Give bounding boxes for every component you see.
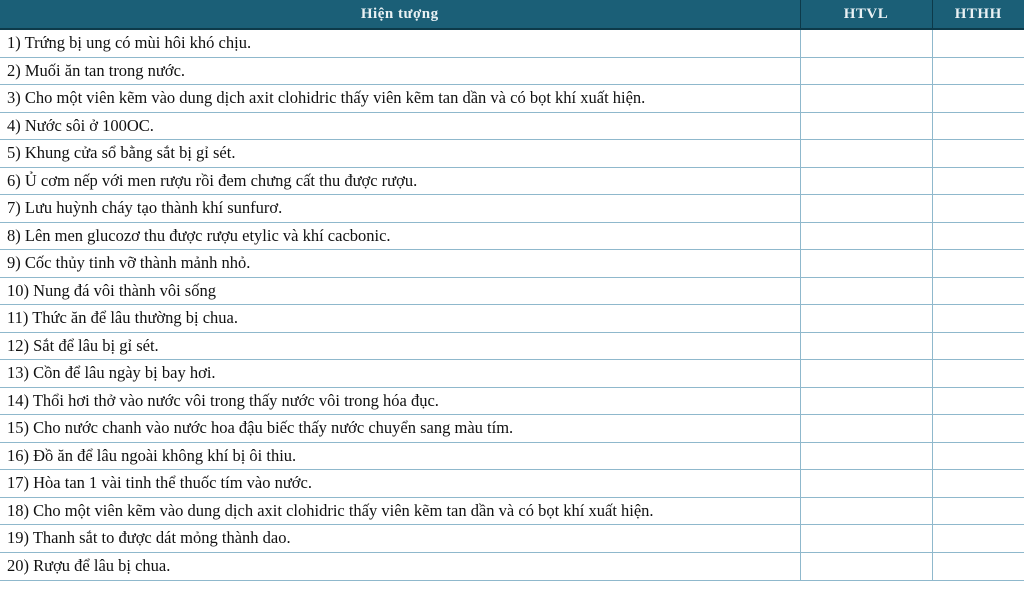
hthh-cell[interactable] (932, 552, 1024, 580)
phenomenon-cell: 7) Lưu huỳnh cháy tạo thành khí sunfurơ. (0, 195, 800, 223)
table-row (0, 442, 1024, 470)
table-row (0, 250, 1024, 278)
htvl-cell[interactable] (800, 470, 932, 498)
phenomenon-cell: 14) Thổi hơi thở vào nước vôi trong thấy nước vôi trong hóa đục. (0, 387, 800, 415)
hthh-cell[interactable] (932, 112, 1024, 140)
htvl-cell[interactable] (800, 497, 932, 525)
htvl-cell[interactable] (800, 112, 932, 140)
table-row (0, 387, 1024, 415)
hthh-cell[interactable] (932, 195, 1024, 223)
phenomenon-cell: 13) Cồn để lâu ngày bị bay hơi. (0, 360, 800, 388)
header-row (0, 0, 1024, 29)
phenomenon-cell: 12) Sắt để lâu bị gỉ sét. (0, 332, 800, 360)
hthh-cell[interactable] (932, 387, 1024, 415)
htvl-cell[interactable] (800, 332, 932, 360)
hthh-cell[interactable] (932, 332, 1024, 360)
htvl-cell[interactable] (800, 29, 932, 57)
table-row (0, 552, 1024, 580)
phenomenon-cell: 9) Cốc thủy tinh vỡ thành mảnh nhỏ. (0, 250, 800, 278)
table-row (0, 305, 1024, 333)
table-row (0, 415, 1024, 443)
phenomenon-cell: 4) Nước sôi ở 100OC. (0, 112, 800, 140)
htvl-cell[interactable] (800, 277, 932, 305)
table-row (0, 525, 1024, 553)
table-row (0, 140, 1024, 168)
table-row (0, 195, 1024, 223)
table-body (0, 29, 1024, 580)
header-htvl: HTVL (800, 0, 932, 29)
htvl-cell[interactable] (800, 57, 932, 85)
table-row (0, 277, 1024, 305)
hthh-cell[interactable] (932, 442, 1024, 470)
phenomenon-cell: 15) Cho nước chanh vào nước hoa đậu biếc thấy nước chuyển sang màu tím. (0, 415, 800, 443)
phenomenon-cell: 2) Muối ăn tan trong nước. (0, 57, 800, 85)
htvl-cell[interactable] (800, 525, 932, 553)
htvl-cell[interactable] (800, 85, 932, 113)
table-row (0, 29, 1024, 57)
hthh-cell[interactable] (932, 167, 1024, 195)
htvl-cell[interactable] (800, 442, 932, 470)
hthh-cell[interactable] (932, 525, 1024, 553)
phenomenon-cell: 19) Thanh sắt to được dát mỏng thành dao. (0, 525, 800, 553)
htvl-cell[interactable] (800, 360, 932, 388)
hthh-cell[interactable] (932, 277, 1024, 305)
phenomenon-cell: 11) Thức ăn để lâu thường bị chua. (0, 305, 800, 333)
hthh-cell[interactable] (932, 415, 1024, 443)
table-row (0, 470, 1024, 498)
table-row (0, 497, 1024, 525)
hthh-cell[interactable] (932, 470, 1024, 498)
phenomenon-cell: 18) Cho một viên kẽm vào dung dịch axit clohidric thấy viên kẽm tan dần và có bọt khí xuất hiện. (0, 497, 800, 525)
header-hthh: HTHH (932, 0, 1024, 29)
htvl-cell[interactable] (800, 195, 932, 223)
table-row (0, 167, 1024, 195)
phenomenon-cell: 1) Trứng bị ung có mùi hôi khó chịu. (0, 29, 800, 57)
table-row (0, 332, 1024, 360)
table-row (0, 112, 1024, 140)
hthh-cell[interactable] (932, 140, 1024, 168)
htvl-cell[interactable] (800, 305, 932, 333)
table-row (0, 222, 1024, 250)
hthh-cell[interactable] (932, 57, 1024, 85)
htvl-cell[interactable] (800, 387, 932, 415)
htvl-cell[interactable] (800, 552, 932, 580)
hthh-cell[interactable] (932, 222, 1024, 250)
phenomenon-cell: 6) Ủ cơm nếp với men rượu rồi đem chưng cất thu được rượu. (0, 167, 800, 195)
phenomenon-cell: 16) Đồ ăn để lâu ngoài không khí bị ôi thiu. (0, 442, 800, 470)
phenomenon-cell: 20) Rượu để lâu bị chua. (0, 552, 800, 580)
hthh-cell[interactable] (932, 85, 1024, 113)
phenomenon-cell: 3) Cho một viên kẽm vào dung dịch axit clohidric thấy viên kẽm tan dần và có bọt khí xuất hiện. (0, 85, 800, 113)
hthh-cell[interactable] (932, 360, 1024, 388)
hthh-cell[interactable] (932, 250, 1024, 278)
htvl-cell[interactable] (800, 140, 932, 168)
hthh-cell[interactable] (932, 29, 1024, 57)
table-row (0, 85, 1024, 113)
phenomenon-cell: 5) Khung cửa sổ bằng sắt bị gỉ sét. (0, 140, 800, 168)
phenomenon-cell: 17) Hòa tan 1 vài tinh thể thuốc tím vào nước. (0, 470, 800, 498)
phenomenon-cell: 8) Lên men glucozơ thu được rượu etylic và khí cacbonic. (0, 222, 800, 250)
header-phenomenon: Hiện tượng (0, 0, 800, 29)
htvl-cell[interactable] (800, 250, 932, 278)
table-row (0, 57, 1024, 85)
phenomenon-cell: 10) Nung đá vôi thành vôi sống (0, 277, 800, 305)
htvl-cell[interactable] (800, 222, 932, 250)
htvl-cell[interactable] (800, 167, 932, 195)
hthh-cell[interactable] (932, 305, 1024, 333)
table-row (0, 360, 1024, 388)
hthh-cell[interactable] (932, 497, 1024, 525)
htvl-cell[interactable] (800, 415, 932, 443)
